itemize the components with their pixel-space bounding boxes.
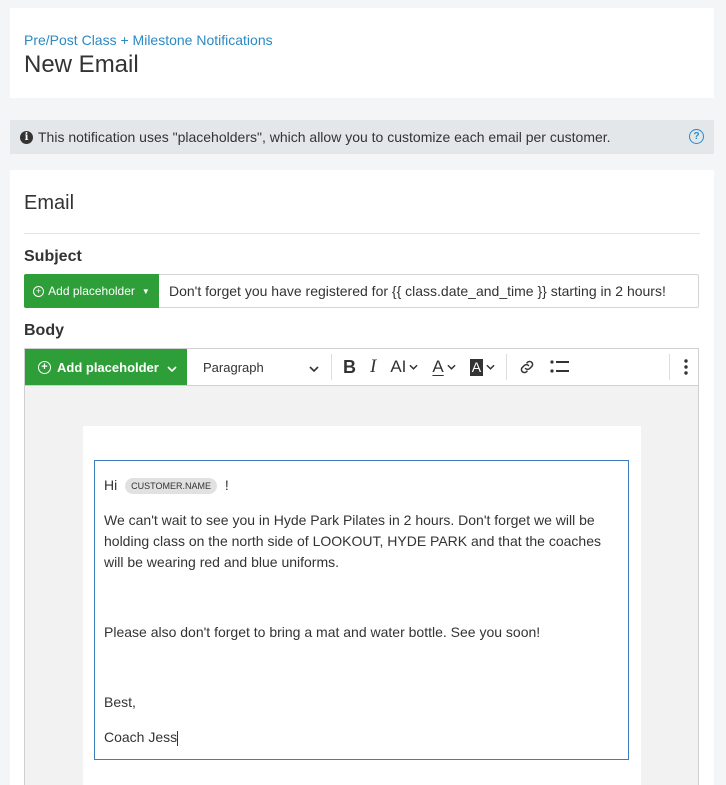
header-card [10, 8, 714, 98]
info-text: This notification uses "placeholders", which allow you to customize each email per customer. [38, 129, 611, 145]
text-caret [177, 731, 178, 746]
toolbar-separator [506, 354, 507, 380]
greeting-text: Hi [104, 477, 118, 493]
subject-row [24, 274, 699, 308]
info-icon: i [20, 131, 33, 144]
page-title: New Email [24, 51, 139, 78]
plus-circle-icon: + [33, 286, 44, 297]
divider [24, 233, 700, 234]
chevron-down-icon [309, 360, 319, 375]
caret-down-icon: ▼ [141, 286, 150, 296]
plus-circle-icon: + [38, 361, 51, 374]
paragraph-style-select[interactable] [187, 349, 327, 385]
subject-add-placeholder-button[interactable] [24, 274, 159, 308]
editor-canvas [24, 386, 699, 785]
body-paragraph-2: Please also don't forget to bring a mat and water bottle. See you soon! [104, 624, 541, 640]
body-label: Body [24, 322, 64, 339]
subject-input[interactable]: Don't forget you have registered for {{ class.date_and_time }} starting in 2 hours! [159, 274, 699, 308]
signoff-line: Best, [104, 694, 136, 710]
section-title: Email [24, 192, 75, 214]
font-size-glyph: AI [390, 357, 407, 376]
email-page [83, 426, 641, 785]
bold-button[interactable]: B [343, 356, 356, 377]
greeting-line [104, 475, 619, 496]
link-icon[interactable] [511, 349, 543, 385]
font-color-button[interactable] [425, 349, 462, 385]
breadcrumb[interactable]: Pre/Post Class + Milestone Notifications [24, 32, 273, 48]
body-add-placeholder-label: Add placeholder [57, 359, 159, 375]
body-paragraph-1: We can't wait to see you in Hyde Park Pilates in 2 hours. Don't forget we will be holding class on the north side of LOOKOUT, HYDE PARK and that the coaches will be wearing red and blue uniforms. [104, 512, 602, 570]
chevron-down-icon [447, 362, 456, 373]
subject-add-placeholder-label: Add placeholder [48, 284, 135, 298]
chevron-down-icon [409, 362, 418, 373]
customer-name-placeholder-chip[interactable]: CUSTOMER.NAME [125, 478, 217, 494]
bulleted-list-icon[interactable] [543, 349, 577, 385]
body-add-placeholder-button[interactable] [25, 349, 187, 385]
greeting-end: ! [224, 477, 229, 493]
paragraph-style-value: Paragraph [203, 359, 264, 375]
chevron-down-icon [486, 362, 495, 373]
toolbar-separator [669, 354, 670, 380]
chevron-down-icon [167, 360, 177, 375]
font-size-button[interactable] [383, 349, 425, 385]
info-banner [10, 120, 714, 154]
signature-line [104, 727, 619, 748]
signature-text: Coach Jess [104, 729, 178, 745]
email-card [10, 170, 714, 785]
font-color-glyph: A [432, 357, 444, 376]
editor-toolbar [24, 348, 699, 386]
toolbar-separator [331, 354, 332, 380]
highlight-color-button[interactable] [463, 349, 502, 385]
subject-label: Subject [24, 248, 82, 265]
help-icon[interactable]: ? [689, 129, 704, 144]
italic-button[interactable]: I [370, 356, 377, 377]
more-vertical-icon[interactable] [674, 349, 698, 385]
email-body-editor[interactable] [94, 460, 629, 760]
highlight-glyph: A [471, 358, 482, 375]
